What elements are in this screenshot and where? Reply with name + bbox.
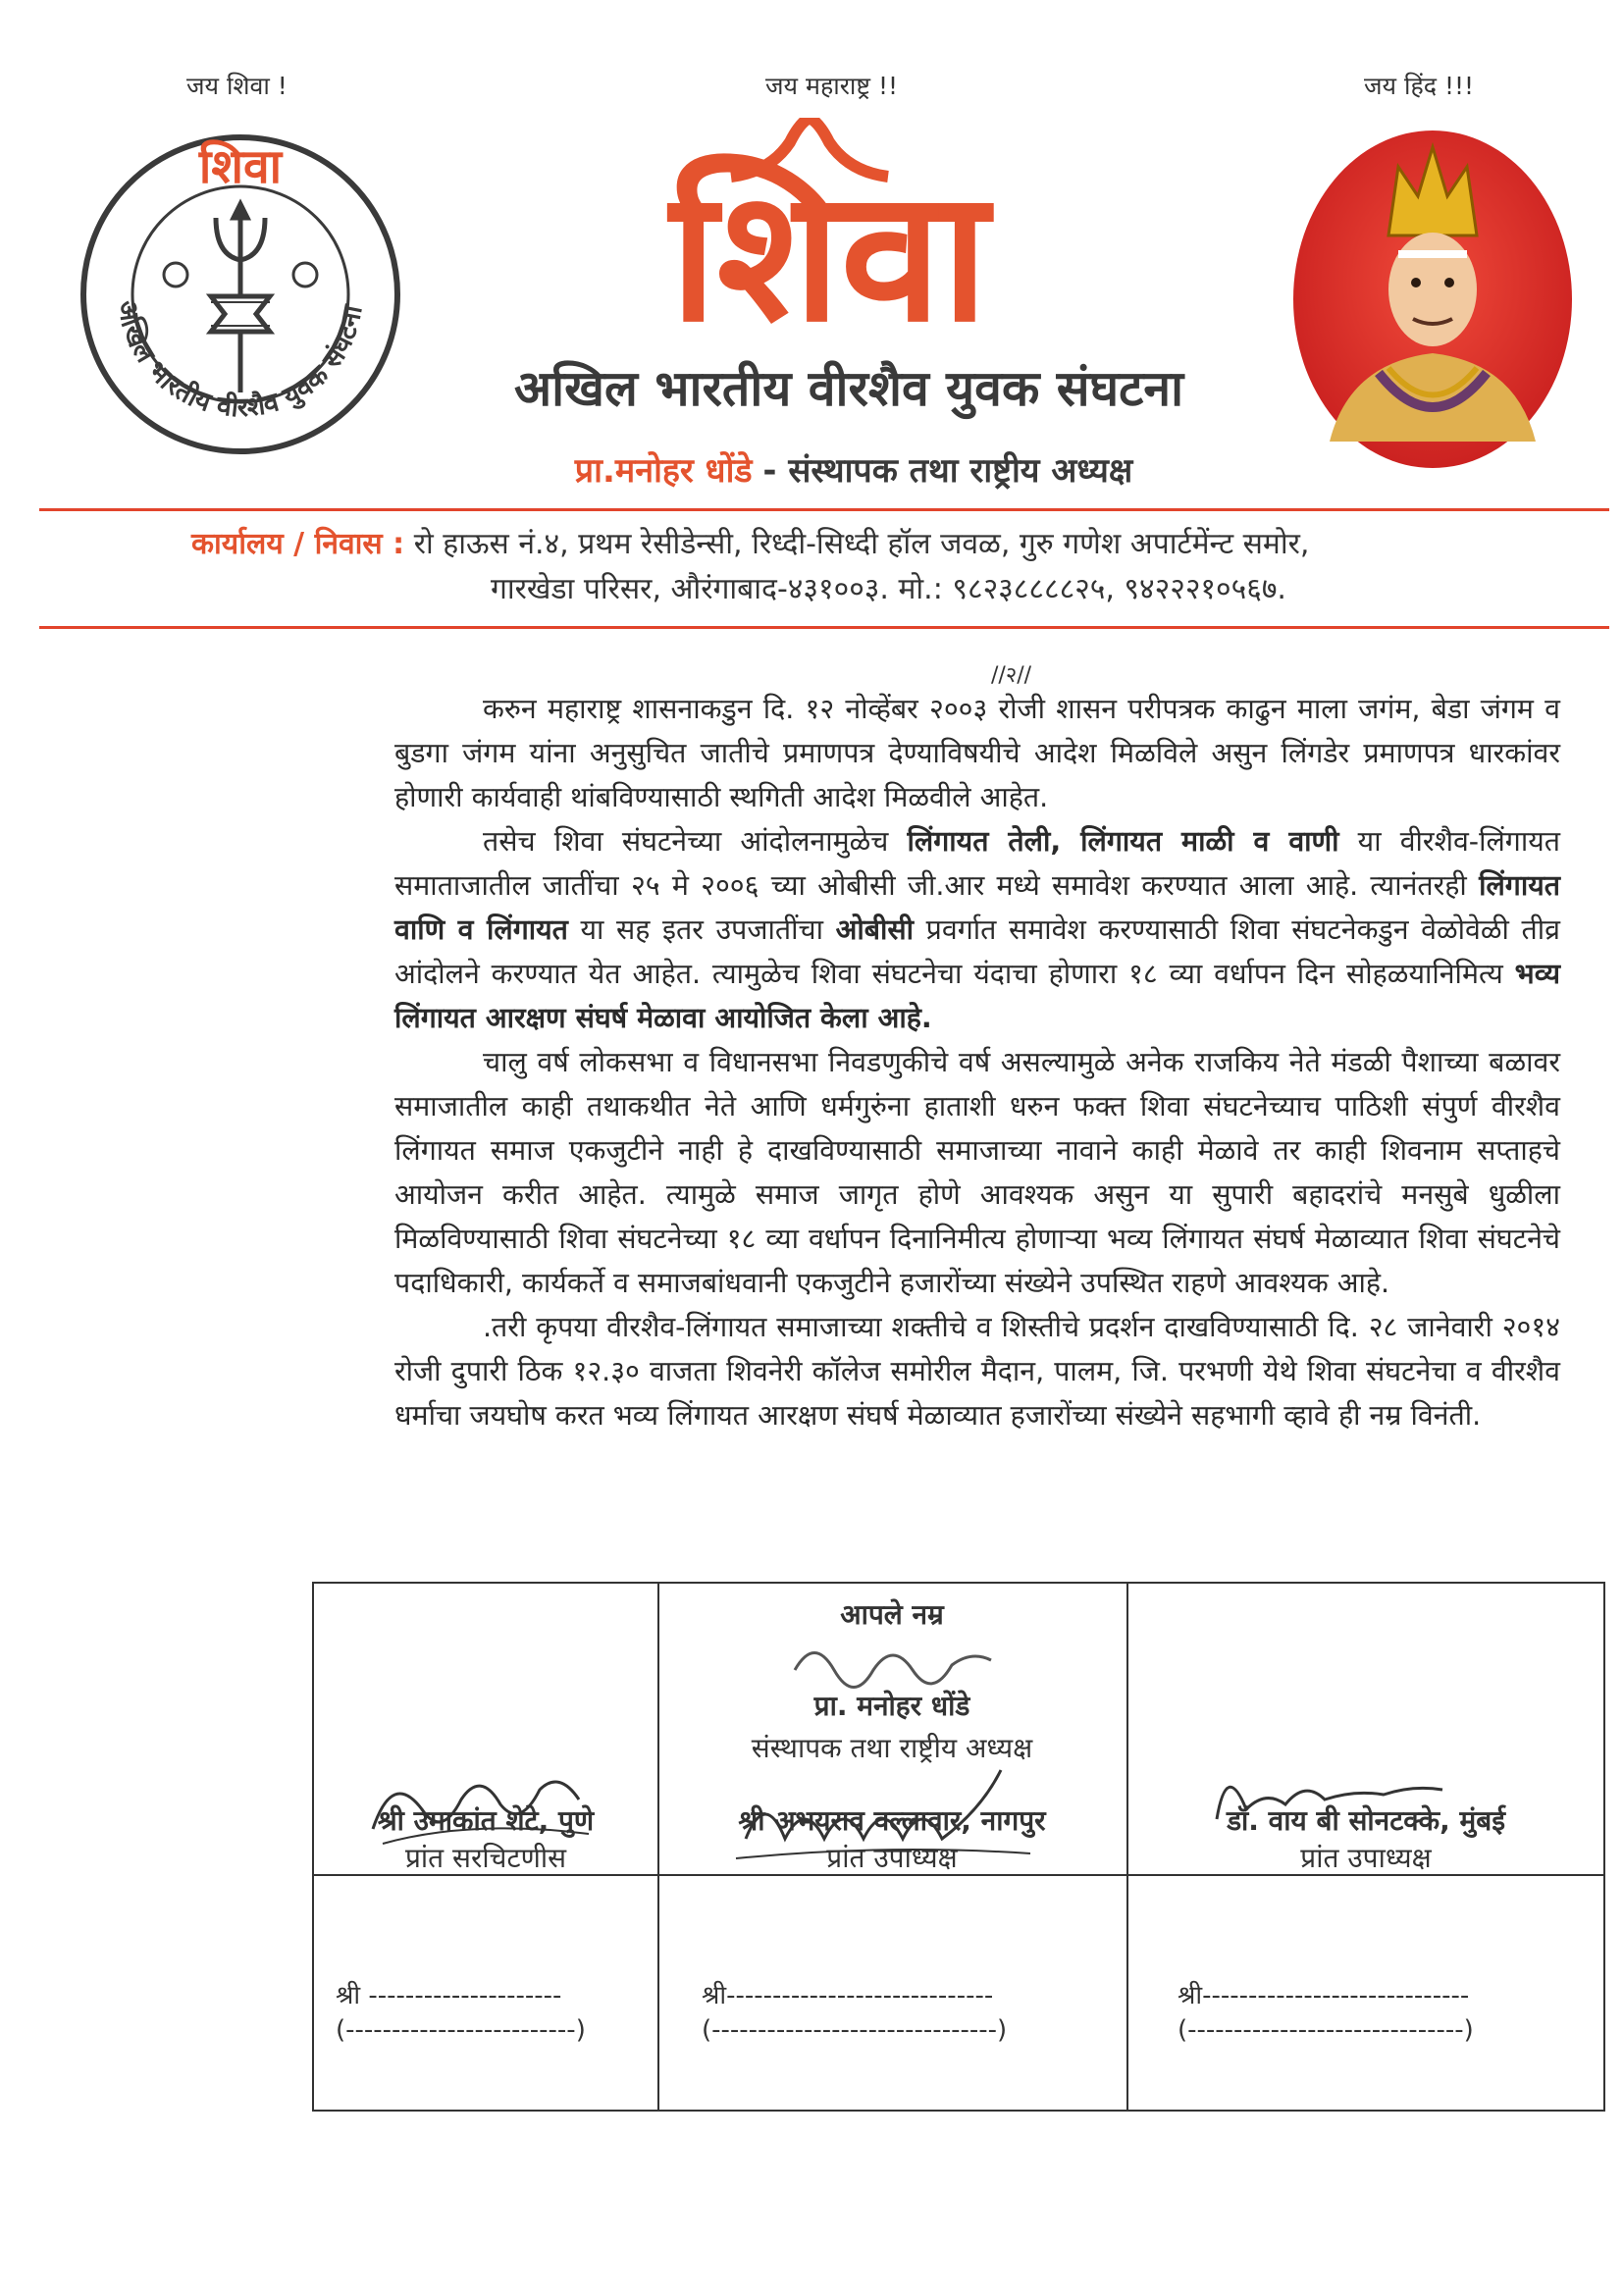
svg-text:शिवा: शिवा xyxy=(669,150,989,343)
header-divider-bottom xyxy=(39,626,1609,629)
founder-name: प्रा.मनोहर धोंडे xyxy=(574,451,753,491)
closing-text: आपले नम्र xyxy=(840,1598,944,1631)
seal-top-text: शिवा xyxy=(198,139,283,194)
signatory-role-1: प्रांत सरचिटणीस xyxy=(405,1842,566,1874)
signatory-role-2: प्रांत उपाध्यक्ष xyxy=(826,1842,958,1874)
slogan-jai-hind: जय हिंद !!! xyxy=(1364,72,1475,100)
address-block xyxy=(191,522,1585,612)
blank-name-line-1: श्री --------------------- xyxy=(336,1981,562,2010)
seal-ring-text: अखिल भारतीय वीरशैव युवक संघटना xyxy=(111,298,369,424)
portrait-illustration xyxy=(1290,128,1575,471)
signatory-name-2: श्री अभयराव वल्लावार, नागपुर xyxy=(738,1804,1046,1837)
address-text-1: रो हाऊस नं.४, प्रथम रेसीडेन्सी, रिध्दी-सिध्दी हॉल जवळ, गुरु गणेश अपार्टमेंन्ट समोर, xyxy=(413,527,1310,561)
paragraph-1: करुन महाराष्ट्र शासनाकडुन दि. १२ नोव्हेंबर २००३ रोजी शासन परीपत्रक काढुन माला जगंम, बेडा जंगम व बुडगा जंगम यांना अनुसुचित जातीचे प्रमाणपत्र देण्याविषयीचे आदेश मिळविले असुन लिंगडेर प्रमाणपत्र धारकांवर होणारी कार्यवाही थांबविण्यासाठी स्थगिती आदेश मिळवीले आहेत. xyxy=(394,693,1560,813)
letter-body xyxy=(394,687,1560,1437)
signature-handwritten xyxy=(785,1631,1001,1690)
organization-seal-logo xyxy=(74,128,407,461)
center-signatory-name: प्रा. मनोहर धोंडे xyxy=(813,1690,970,1722)
om-symbol-left-icon xyxy=(164,263,187,287)
paragraph-3: चालु वर्ष लोकसभा व विधानसभा निवडणुकीचे वर्ष असल्यामुळे अनेक राजकिय नेते मंडळी पैशाच्या बळावर समाजातील काही तथाकथीत नेते आणि धर्मगुरुंना हाताशी धरुन फक्त शिवा संघटनेच्याच पाठिशी संपुर्ण वीरशैव लिंगायत समाज एकजुटीने नाही हे दाखविण्यासाठी समाजाच्या नावाने काही मेळावे तर काही शिवनाम सप्ताहचे आयोजन करीत आहेत. त्यामुळे समाज जागृत होणे आवश्यक असुन या सुपारी बहादरांचे मनसुबे धुळीला मिळविण्यासाठी शिवा संघटनेच्या १८ व्या वर्धापन दिनानिमीत्य होणाऱ्या भव्य लिंगायत संघर्ष मेळाव्यात शिवा संघटनेचे पदाधिकारी, कार्यकर्ते व समाजबांधवानी एकजुटीने हजारोंच्या संख्येने उपस्थित राहणे आवश्यक आहे. xyxy=(394,1046,1560,1299)
slogan-jai-shiva: जय शिवा ! xyxy=(186,72,288,100)
blank-title-line-3: (------------------------------) xyxy=(1178,2015,1474,2045)
address-line-1 xyxy=(191,522,1585,567)
blank-name-line-3: श्री----------------------------- xyxy=(1178,1981,1470,2010)
slogan-jai-maharashtra: जय महाराष्ट्र !! xyxy=(765,72,898,100)
blank-name-line-2: श्री----------------------------- xyxy=(702,1981,994,2010)
trident-icon xyxy=(211,204,270,392)
brand-title-shiva xyxy=(505,118,1153,343)
header-divider-top xyxy=(39,508,1609,511)
blank-title-line-2: (-------------------------------) xyxy=(702,2015,1008,2045)
founder-title: - संस्थापक तथा राष्ट्रीय अध्यक्ष xyxy=(762,451,1133,491)
paragraph-2: तसेच शिवा संघटनेच्या आंदोलनामुळेच लिंगायत तेली, लिंगायत माळी व वाणी या वीरशैव-लिंगायत समाताजातील जातींचा २५ मे २००६ च्या ओबीसी जी.आर मध्ये समावेश करण्यात आला आहे. त्यानंतरही लिंगायत वाणि व लिंगायत या सह इतर उपजातींचा ओबीसी प्रवर्गात समावेश करण्यासाठी शिवा संघटनेकडुन वेळोवेळी तीव्र आंदोलने करण्यात येत आहेत. त्यामुळेच शिवा संघटनेचा यंदाचा होणारा १८ व्या वर्धापन दिन सोहळयानिमित्य भव्य लिंगायत आरक्षण संघर्ष मेळावा आयोजित केला आहे. xyxy=(394,825,1560,1034)
page-number: //२// xyxy=(991,663,1032,688)
organization-name: अखिल भारतीय वीरशैव युवक संघटना xyxy=(513,360,1184,417)
center-signatory-title: संस्थापक तथा राष्ट्रीय अध्यक्ष xyxy=(751,1732,1033,1764)
address-label: कार्यालय / निवास : xyxy=(191,527,405,561)
signatory-name-1: श्री उमाकांत शेटे, पुणे xyxy=(377,1804,595,1837)
signature-table xyxy=(312,1582,1605,2112)
om-symbol-right-icon xyxy=(293,263,317,287)
signatory-role-3: प्रांत उपाध्यक्ष xyxy=(1300,1842,1432,1874)
blank-title-line-1: (-------------------------) xyxy=(336,2015,586,2045)
paragraph-4: .तरी कृपया वीरशैव-लिंगायत समाजाच्या शक्तीचे व शिस्तीचे प्रदर्शन दाखविण्यासाठी दि. २८ जानेवारी २०१४ रोजी दुपारी ठिक १२.३० वाजता शिवनेरी कॉलेज समोरील मैदान, पालम, जि. परभणी येथे शिवा संघटनेचा व वीरशैव धर्माचा जयघोष करत भव्य लिंगायत आरक्षण संघर्ष मेळाव्यात हजारोंच्या संख्येने सहभागी व्हावे ही नम्र विनंती. xyxy=(394,1311,1560,1432)
founder-line xyxy=(471,446,1236,492)
signatory-name-3: डॉ. वाय बी सोनटक्के, मुंबई xyxy=(1227,1804,1505,1837)
address-line-2: गारखेडा परिसर, औरंगाबाद-४३१००३. मो.: ९८२३८८८८२५, ९४२२२१०५६७. xyxy=(491,572,1286,606)
